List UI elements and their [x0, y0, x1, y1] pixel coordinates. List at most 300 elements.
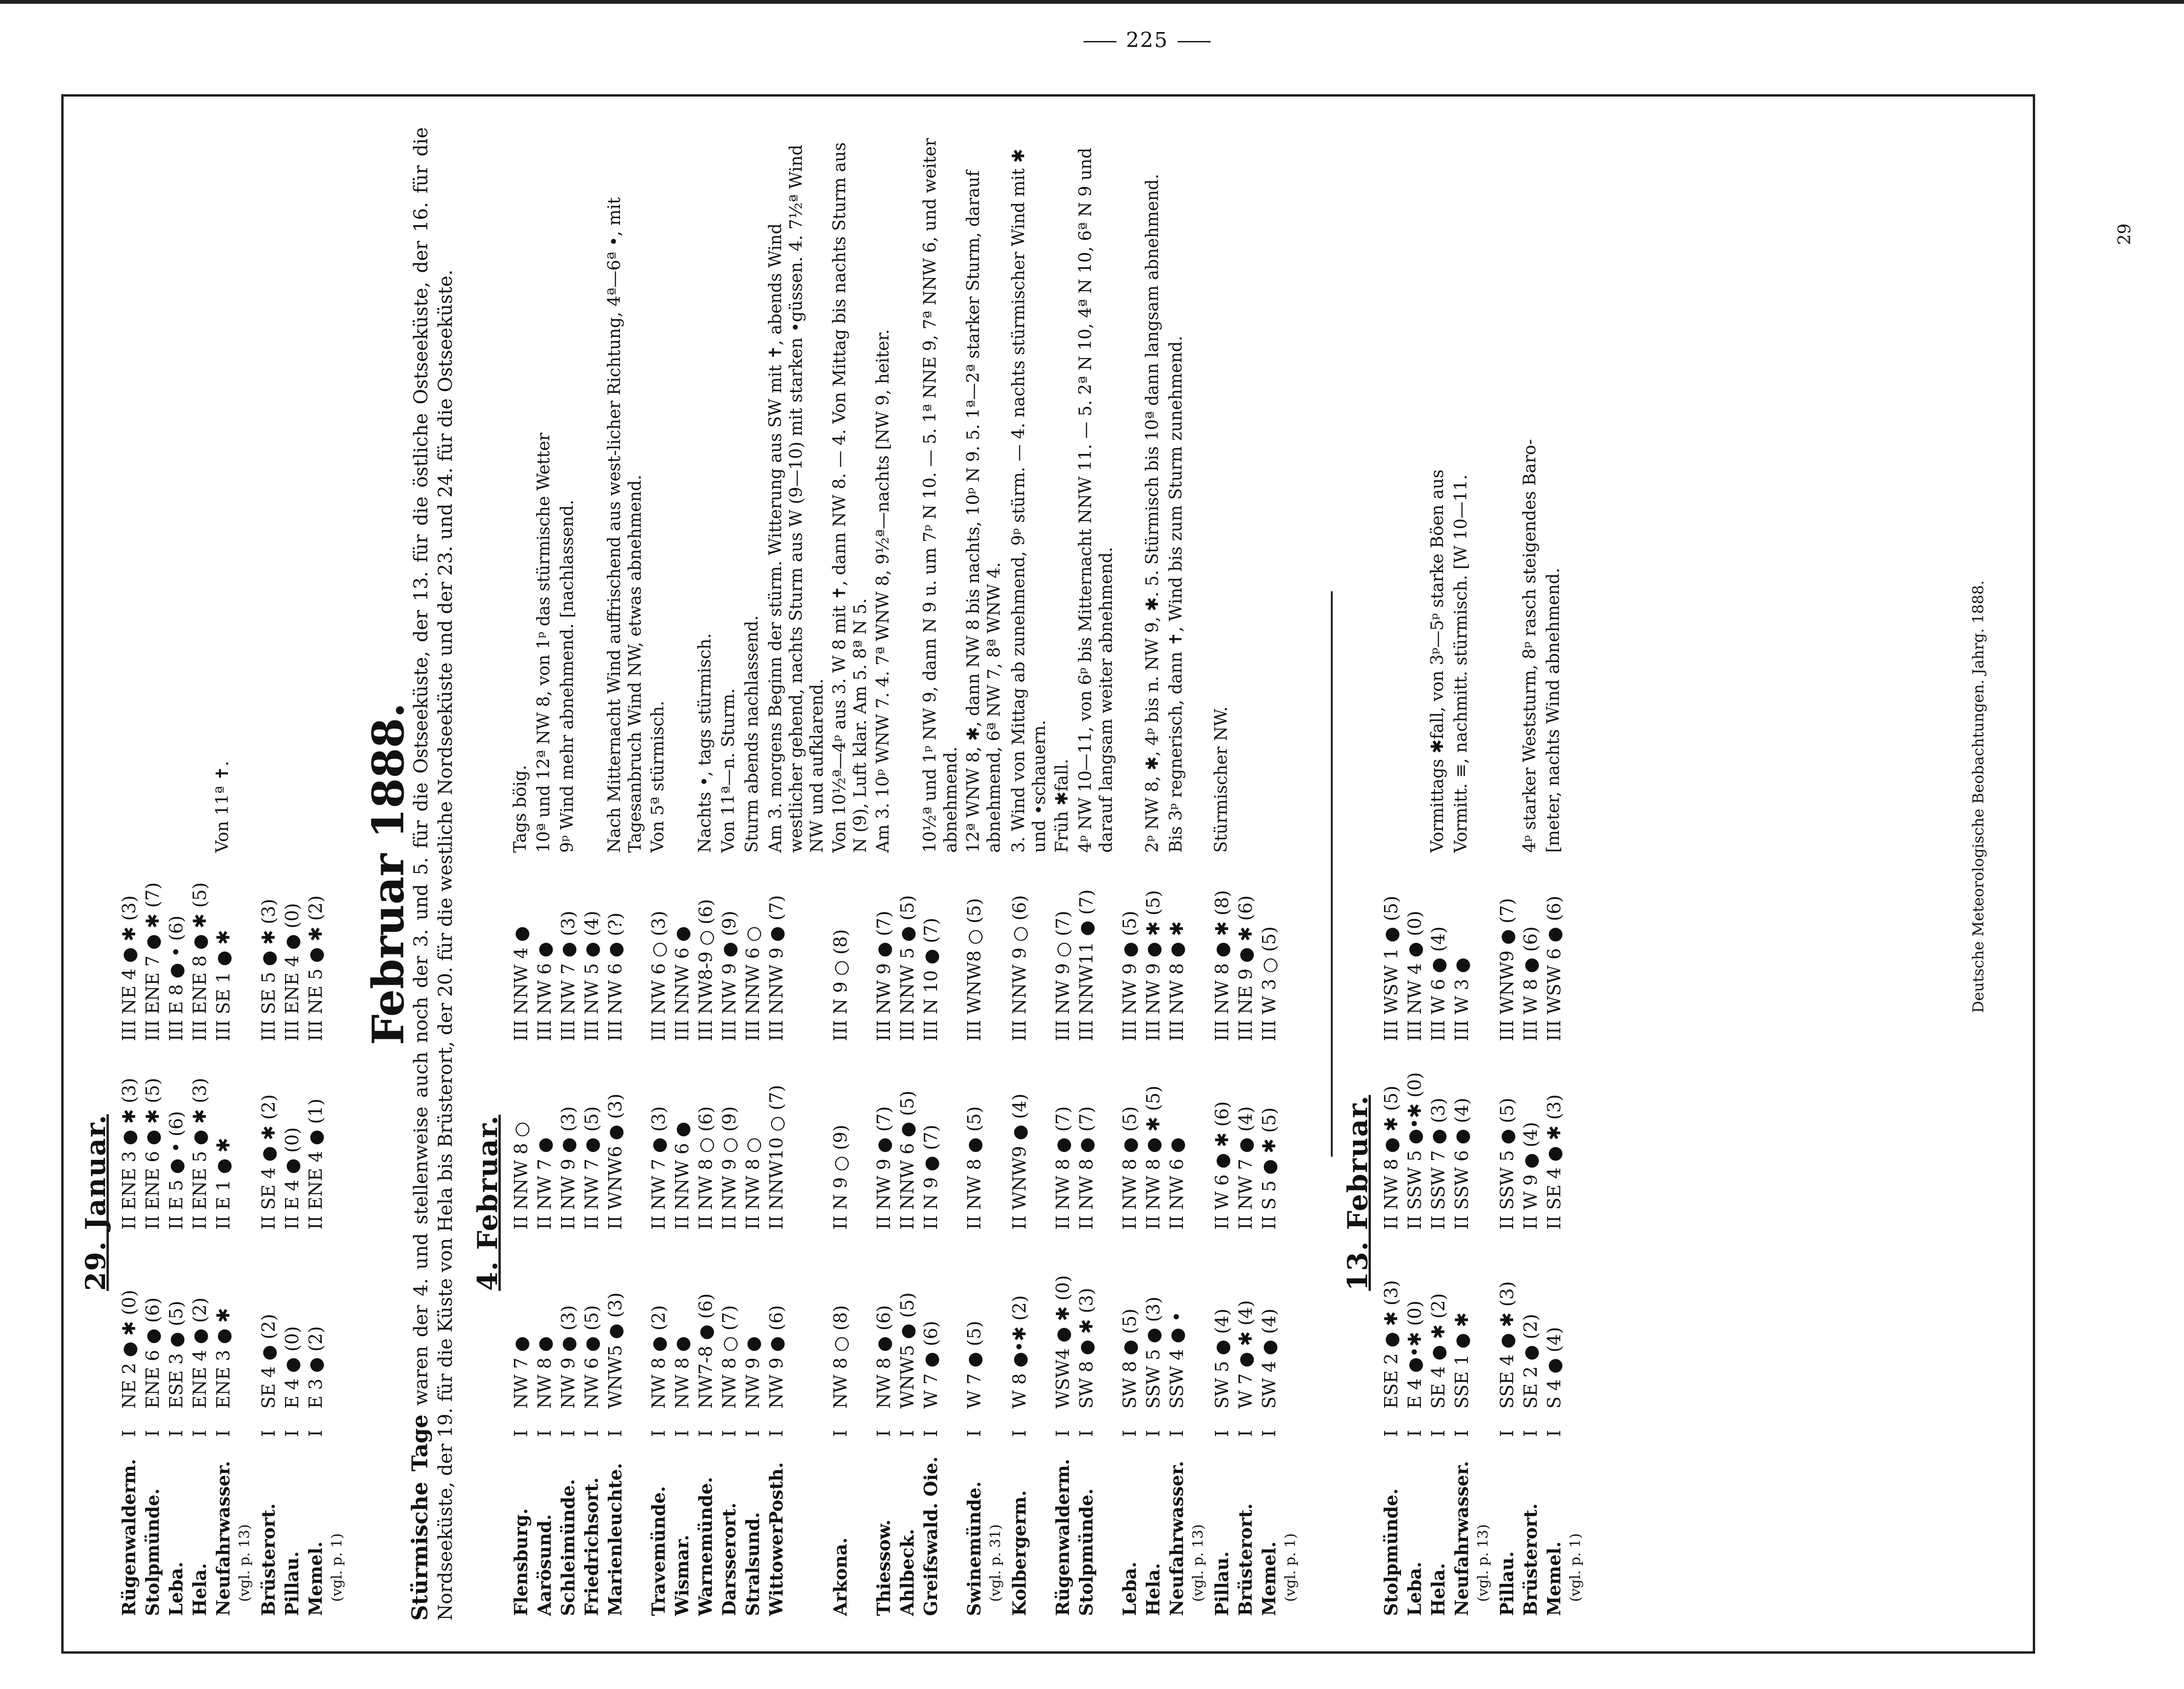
reading-iii-text: III NW 8 ● ✱ (8) — [1212, 890, 1232, 1041]
reading-i-text: NW 8 ● (2) — [648, 1305, 669, 1409]
remark-cell — [829, 127, 872, 857]
reading-i — [141, 1234, 164, 1413]
reading-i-marker — [1257, 1413, 1303, 1442]
reading-iii — [1141, 857, 1165, 1046]
reading-ii-text: II NW 7 ● (5) — [581, 1106, 602, 1230]
reading-i-marker — [765, 1413, 829, 1442]
table-row — [141, 127, 164, 1621]
reading-i-marker-text: I — [558, 1429, 579, 1437]
reading-i-marker-text: I — [830, 1429, 851, 1437]
reading-i — [212, 1234, 257, 1413]
reading-ii-text: II NW 7 ● (4) — [1235, 1106, 1256, 1230]
reading-iii-text: III NW 8 ● ✱ — [1166, 921, 1187, 1041]
reading-i-text: E 4 ●•✱ (0) — [1404, 1300, 1425, 1409]
station-cell — [164, 1442, 188, 1621]
reading-ii-text: II NNW10 ○ (7) — [766, 1085, 787, 1230]
station-cell-text: Hela. — [1427, 1563, 1449, 1616]
reading-i-text: WNW5 ● (5) — [897, 1292, 918, 1409]
reading-i-text: SW 8 ● (5) — [1119, 1308, 1140, 1409]
reading-i-marker-text: I — [648, 1429, 669, 1437]
reading-ii-text: II NW 9 ○ (9) — [719, 1106, 740, 1230]
reading-i-marker-text: I — [1497, 1429, 1517, 1437]
reading-i-marker — [580, 1413, 603, 1442]
reading-i-marker-text: I — [213, 1429, 234, 1437]
reading-i-marker — [280, 1413, 304, 1442]
reading-ii — [694, 1046, 717, 1234]
reading-ii-text: II SSW 7 ● (3) — [1428, 1098, 1449, 1230]
remark-cell — [1165, 127, 1210, 857]
reading-ii — [717, 1046, 741, 1234]
reading-i-text: WNW5 ● (3) — [605, 1292, 626, 1409]
reading-ii-text: II E 5 ● • (6) — [166, 1111, 187, 1230]
station-cell-text: Brüsterort. — [1520, 1503, 1541, 1616]
reading-iii — [1450, 857, 1495, 1046]
station-reference: (vgl. p. 13) — [1475, 1524, 1491, 1602]
reading-ii — [1379, 1046, 1403, 1234]
reading-i-marker-text: I — [1451, 1429, 1472, 1437]
station-cell-text: Hela. — [1142, 1563, 1164, 1616]
station-cell-text: Rügenwalderm. — [118, 1459, 139, 1616]
station-cell-text: WittowerPosth. — [766, 1462, 787, 1616]
station-reference: (vgl. p. 1) — [329, 1533, 345, 1602]
station-cell-text: Warnemünde. — [695, 1477, 716, 1616]
station-cell — [580, 1442, 603, 1621]
reading-i-marker — [1210, 1413, 1234, 1442]
reading-iii — [280, 857, 304, 1046]
reading-ii — [670, 1046, 694, 1234]
reading-iii-text: III ENE 4 ● (0) — [282, 903, 302, 1041]
reading-i-marker — [829, 1413, 872, 1442]
reading-ii — [1426, 1046, 1450, 1234]
reading-i — [647, 1234, 670, 1413]
reading-i-text: W 8 ●•✱ (2) — [1009, 1295, 1030, 1409]
reading-i-marker-text: I — [1212, 1429, 1232, 1437]
station-cell — [556, 1442, 580, 1621]
reading-i-marker-text: I — [1119, 1429, 1140, 1437]
reading-ii — [962, 1046, 1008, 1234]
reading-i-marker-text: I — [1520, 1429, 1541, 1437]
remark-cell — [580, 127, 603, 857]
reading-i — [117, 1234, 141, 1413]
reading-iii-text: III N 9 ○ (8) — [830, 929, 851, 1041]
remark-cell-text: 10½ª und 1ᵖ NW 9, dann N 9 u. um 7ᵖ N 10. — 5. 1ª NNE 9, 7ª NNW 6, und weiter abnehmend. — [921, 138, 961, 853]
reading-ii-text: II SSW 5 ● (5) — [1497, 1098, 1517, 1230]
reading-i-marker — [1495, 1413, 1519, 1442]
remark-cell — [1495, 127, 1519, 857]
reading-ii — [829, 1046, 872, 1234]
reading-iii — [1234, 857, 1257, 1046]
reading-iii — [872, 857, 896, 1046]
reading-ii-text: II NW 8 ● (5) — [964, 1106, 985, 1230]
reading-i — [765, 1234, 829, 1413]
reading-i-marker — [257, 1413, 280, 1442]
reading-i-marker — [1118, 1413, 1141, 1442]
reading-ii — [556, 1046, 580, 1234]
station-cell — [257, 1442, 280, 1621]
station-cell — [741, 1442, 765, 1621]
reading-i — [257, 1234, 280, 1413]
reading-i-text: SSE 1 ● ✱ — [1451, 1312, 1472, 1409]
station-reference: (vgl. p. 1) — [1282, 1533, 1299, 1602]
remark-cell — [603, 127, 647, 857]
station-cell — [1141, 1442, 1165, 1621]
reading-ii-text: II SSW 5 ●•✱ (0) — [1404, 1072, 1425, 1230]
remark-cell — [896, 127, 919, 857]
station-cell-text: Memel. — [305, 1541, 326, 1616]
station-cell-text: Memel. — [1543, 1541, 1565, 1616]
reading-i-text: NW7-8 ● (6) — [695, 1293, 716, 1409]
station-cell-text: Marienleuchte. — [604, 1463, 626, 1616]
top-border-line — [0, 0, 2184, 4]
station-cell-text: Wismar. — [671, 1534, 693, 1616]
remark-cell-text: Früh ✱fall. — [1052, 759, 1072, 853]
reading-iii — [1210, 857, 1234, 1046]
remark-cell-text: Nach Mitternacht Wind auffrischend aus west-licher Richtung, 4ª—6ª •, mit Tagesanbruch Wind NW, etwas abnehmend. — [605, 197, 645, 853]
station-cell — [1495, 1442, 1519, 1621]
reading-ii-text: II W 6 ● ✱ (6) — [1212, 1101, 1232, 1230]
station-cell-text: Stolpmünde. — [1076, 1488, 1097, 1616]
remark-cell-text: Am 3. 10ᵖ WNW 7. 4. 7ª WNW 8, 9½ª—nachts [NW 9, heiter. — [873, 329, 893, 853]
reading-i-marker — [919, 1413, 962, 1442]
reading-i-text: SSW 5 ● (3) — [1143, 1297, 1164, 1409]
reading-ii — [1165, 1046, 1210, 1234]
reading-i — [1495, 1234, 1519, 1413]
table-row — [117, 127, 141, 1621]
station-cell-text: Pillau. — [1496, 1551, 1517, 1616]
reading-iii-text: III NNW 5 ● (5) — [897, 895, 918, 1041]
reading-iii — [141, 857, 164, 1046]
station-cell-text: Hela. — [189, 1563, 210, 1616]
reading-ii — [1051, 1046, 1075, 1234]
reading-ii-text: II ENE 3 ● ✱ (3) — [119, 1077, 139, 1230]
reading-i-marker-text: I — [1143, 1429, 1164, 1437]
reading-ii — [1519, 1046, 1542, 1234]
station-cell — [1426, 1442, 1450, 1621]
reading-iii-text: III NNW 9 ● (7) — [766, 895, 787, 1041]
table-row — [1379, 127, 1403, 1621]
reading-iii — [533, 857, 556, 1046]
reading-iii-text: III NNW 6 ○ — [742, 926, 763, 1041]
reading-iii-text: III NNW 4 ● — [511, 926, 531, 1041]
reading-iii — [188, 857, 212, 1046]
reading-ii-text: II NW 9 ● (7) — [873, 1106, 894, 1230]
reading-ii — [647, 1046, 670, 1234]
reading-i-text: NW 9 ● (3) — [558, 1305, 579, 1409]
station-cell-text: Swinemünde. — [963, 1481, 985, 1616]
station-reference: (vgl. p. 13) — [1190, 1524, 1206, 1602]
remark-cell — [1008, 127, 1051, 857]
reading-iii-text: III NW 7 ● (3) — [558, 911, 579, 1041]
reading-i-text: NW 9 ● — [742, 1336, 763, 1409]
station-cell — [765, 1442, 829, 1621]
reading-iii — [741, 857, 765, 1046]
reading-i — [1008, 1234, 1051, 1413]
reading-iii-text: III WSW 6 ● (6) — [1544, 896, 1565, 1041]
reading-i — [280, 1234, 304, 1413]
reading-i-marker — [1403, 1413, 1426, 1442]
reading-iii-text: III NW 6 ○ (3) — [648, 911, 669, 1041]
station-cell-text: Kolbergerm. — [1009, 1490, 1030, 1616]
reading-ii-text: II ENE 6 ● ✱ (5) — [142, 1077, 163, 1230]
reading-ii — [919, 1046, 962, 1234]
reading-ii — [164, 1046, 188, 1234]
table-29-januar — [117, 127, 349, 1621]
reading-iii-text: III NNW11 ● (7) — [1076, 889, 1097, 1041]
table-row — [896, 127, 919, 1621]
reading-i-marker-text: I — [672, 1429, 693, 1437]
reading-i-text: ENE 4 ● (2) — [189, 1297, 210, 1409]
remark-cell-text: Stürmischer NW. — [1212, 706, 1231, 853]
remark-cell-text: Nachts •, tags stürmisch. — [695, 633, 715, 853]
reading-iii-text: III SE 1 ● ✱ — [213, 930, 234, 1041]
station-cell — [647, 1442, 670, 1621]
station-cell — [1210, 1442, 1234, 1621]
station-cell-text: Stolpmünde. — [142, 1488, 163, 1616]
reading-i — [1165, 1234, 1210, 1413]
table-row — [829, 127, 872, 1621]
reading-i-marker — [1165, 1413, 1210, 1442]
reading-i-marker — [896, 1413, 919, 1442]
reading-i-text: SW 4 ● (4) — [1259, 1308, 1279, 1409]
reading-ii — [896, 1046, 919, 1234]
reading-i-marker-text: I — [581, 1429, 602, 1437]
table-4-februar — [509, 127, 1303, 1621]
station-cell-text: Leba. — [1119, 1561, 1140, 1616]
table-row — [1118, 127, 1141, 1621]
reading-ii-text: II E 1 ● ✱ — [213, 1137, 234, 1230]
reading-ii — [872, 1046, 896, 1234]
reading-i-marker — [1450, 1413, 1495, 1442]
station-cell — [670, 1442, 694, 1621]
station-cell-text: Stralsund. — [742, 1512, 763, 1616]
reading-ii — [509, 1046, 533, 1234]
reading-iii-text: III NW 5 ● (4) — [581, 911, 602, 1041]
reading-ii-text: II S 5 ● ✱ (5) — [1259, 1107, 1279, 1230]
reading-i — [829, 1234, 872, 1413]
reading-i-marker-text: I — [166, 1429, 187, 1437]
table-row — [1450, 127, 1495, 1621]
reading-i-marker-text: I — [511, 1429, 531, 1437]
reading-i-marker-text: I — [1259, 1429, 1279, 1437]
remark-cell — [280, 127, 304, 857]
table-row — [1403, 127, 1426, 1621]
reading-i-text: ENE 3 ● ✱ — [213, 1307, 234, 1409]
remark-cell — [694, 127, 717, 857]
remark-cell — [509, 127, 533, 857]
section-divider — [1331, 591, 1333, 1157]
reading-ii-text: II WNW6 ● (3) — [605, 1093, 626, 1230]
station-cell — [829, 1442, 872, 1621]
rotated-page-content — [66, 99, 2026, 1649]
reading-iii-text: III NW8-9 ○ (6) — [695, 899, 716, 1041]
remark-cell-text: 4ᵖ NW 10—11, von 6ᵖ bis Mitternacht NNW 11. — 5. 2ª N 10, 4ª N 10, 6ª N 9 und darauf langsam weiter abnehmend. — [1076, 147, 1116, 853]
reading-i — [533, 1234, 556, 1413]
remark-cell-text: 10ª und 12ª NW 8, von 1ᵖ das stürmische Wetter — [534, 432, 554, 853]
reading-ii-text: II WNW9 ● (4) — [1009, 1093, 1030, 1230]
remark-cell-text: Von 11ª ✝. — [213, 761, 232, 853]
reading-ii-text: II SE 4 ● ✱ (2) — [258, 1094, 279, 1230]
reading-iii — [694, 857, 717, 1046]
reading-i — [556, 1234, 580, 1413]
remark-cell — [670, 127, 694, 857]
reading-i-marker — [212, 1413, 257, 1442]
remark-cell — [533, 127, 556, 857]
remark-cell — [1257, 127, 1303, 857]
reading-i-marker — [694, 1413, 717, 1442]
reading-i-text: NW 8 ● (6) — [873, 1305, 894, 1409]
remark-cell — [1379, 127, 1403, 857]
table-row — [717, 127, 741, 1621]
reading-ii-text: II NNW 6 ● — [672, 1121, 693, 1230]
section-heading-4-februar: 4. Februar. — [472, 1115, 504, 1291]
reading-i — [1257, 1234, 1303, 1413]
reading-ii-text: II ENE 4 ● (1) — [305, 1098, 326, 1230]
reading-i — [1542, 1234, 1588, 1413]
station-cell — [533, 1442, 556, 1621]
reading-ii — [1075, 1046, 1118, 1234]
remark-cell-text: Vormittags ✱fall, von 3ᵖ—5ᵖ starke Böen aus — [1428, 469, 1447, 853]
table-row — [1210, 127, 1234, 1621]
reading-i-marker — [1051, 1413, 1075, 1442]
reading-i-marker — [188, 1413, 212, 1442]
reading-i-marker — [603, 1413, 647, 1442]
table-row — [1075, 127, 1118, 1621]
reading-iii-text: III W 3 ● — [1451, 957, 1472, 1041]
remark-cell — [1234, 127, 1257, 857]
reading-iii — [509, 857, 533, 1046]
reading-iii — [1008, 857, 1051, 1046]
station-cell-text: Travemünde. — [648, 1486, 669, 1616]
reading-ii — [1210, 1046, 1234, 1234]
reading-ii-text: II NW 6 ● — [1166, 1137, 1187, 1230]
reading-i-marker-text: I — [1009, 1429, 1030, 1437]
station-cell-text: Flensburg. — [510, 1508, 531, 1616]
reading-iii — [164, 857, 188, 1046]
reading-ii-text: II NW 8 ● (7) — [1076, 1106, 1097, 1230]
reading-iii-text: III NE 9 ● ✱ (6) — [1235, 895, 1256, 1041]
station-cell-text: Stolpmünde. — [1380, 1488, 1402, 1616]
reading-i-marker-text: I — [1166, 1429, 1187, 1437]
station-cell — [1234, 1442, 1257, 1621]
reading-i-marker — [1379, 1413, 1403, 1442]
station-cell — [717, 1442, 741, 1621]
reading-ii — [1118, 1046, 1141, 1234]
reading-iii-text: III SE 5 ● ✱ (3) — [258, 898, 279, 1041]
reading-ii — [603, 1046, 647, 1234]
reading-i — [509, 1234, 533, 1413]
table-row — [765, 127, 829, 1621]
reading-iii — [257, 857, 280, 1046]
reading-iii-text: III NW 9 ○ (7) — [1052, 911, 1073, 1041]
remark-cell — [919, 127, 962, 857]
reading-iii-text: III NW 9 ● ✱ (5) — [1143, 890, 1164, 1041]
side-page-number: 29 — [2115, 223, 2135, 245]
reading-iii-text: III NW 6 ● (?) — [605, 912, 626, 1041]
station-cell — [872, 1442, 896, 1621]
reading-iii — [1426, 857, 1450, 1046]
remark-cell — [556, 127, 580, 857]
reading-i — [919, 1234, 962, 1413]
reading-i — [1118, 1234, 1141, 1413]
reading-i-text: ENE 6 ● (6) — [142, 1297, 163, 1409]
table-row — [304, 127, 349, 1621]
page-title: Februar 1888. — [363, 702, 414, 1045]
reading-iii-text: III NE 5 ● ✱ (2) — [305, 895, 326, 1041]
reading-ii-text: II NW 8 ● ✱ (5) — [1143, 1085, 1164, 1230]
station-cell — [603, 1442, 647, 1621]
station-reference: (vgl. p. 1) — [1567, 1533, 1584, 1602]
station-cell-text: Leba. — [1404, 1561, 1425, 1616]
table-row — [603, 127, 647, 1621]
reading-i-marker — [741, 1413, 765, 1442]
reading-i-marker — [1234, 1413, 1257, 1442]
reading-iii — [1257, 857, 1303, 1046]
reading-i — [670, 1234, 694, 1413]
station-cell-text: Neufahrwasser. — [1166, 1461, 1187, 1616]
reading-i — [580, 1234, 603, 1413]
reading-i-marker — [1075, 1413, 1118, 1442]
reading-i-marker — [556, 1413, 580, 1442]
reading-iii — [1495, 857, 1519, 1046]
remark-cell-text: [meter, nachts Wind abnehmend. — [1544, 568, 1563, 853]
remark-cell-text: Vormitt. ≡, nachmitt. stürmisch. [W 10—11. — [1451, 474, 1471, 853]
station-cell — [1519, 1442, 1542, 1621]
table-row — [164, 127, 188, 1621]
reading-ii-text: II NW 9 ● (3) — [558, 1106, 579, 1230]
remark-cell-text: Von 11ª—n. Sturm. — [719, 688, 738, 853]
station-cell — [1379, 1442, 1403, 1621]
reading-ii — [1542, 1046, 1588, 1234]
remark-cell — [1426, 127, 1450, 857]
reading-ii — [1141, 1046, 1165, 1234]
reading-i-marker-text: I — [305, 1429, 326, 1437]
reading-i — [1519, 1234, 1542, 1413]
reading-i-marker — [1426, 1413, 1450, 1442]
reading-i — [304, 1234, 349, 1413]
reading-i-marker-text: I — [964, 1429, 985, 1437]
table-row — [280, 127, 304, 1621]
reading-iii — [717, 857, 741, 1046]
remark-cell — [188, 127, 212, 857]
reading-iii-text: III ENE 7 ● ✱ (7) — [142, 882, 163, 1041]
reading-ii-text: II NW 8 ○ (6) — [695, 1106, 716, 1230]
reading-i-text: NW 8 ○ (7) — [719, 1305, 740, 1409]
table-row — [872, 127, 896, 1621]
station-cell — [1165, 1442, 1210, 1621]
remark-cell — [257, 127, 280, 857]
reading-iii — [1118, 857, 1141, 1046]
reading-iii — [556, 857, 580, 1046]
reading-i-marker-text: I — [1235, 1429, 1256, 1437]
reading-ii — [1257, 1046, 1303, 1234]
station-cell-text: Friedrichsort. — [581, 1477, 602, 1616]
remark-cell — [1118, 127, 1141, 857]
reading-ii-text: II W 9 ● (4) — [1520, 1122, 1541, 1230]
reading-iii-text: III NW 9 ● (9) — [719, 911, 740, 1041]
intro-text: waren der 4. und stellenweise auch noch der 3. und 5. für die Ostseeküste, der 13. für die östliche Ostseeküste, der 16. für die Nordseeküste, der 19. für die Küste von Hela bis Brüsterort, der 20. für die westliche Nordseeküste und der 23. und 24. für die Ostseeküste. — [410, 127, 456, 1621]
reading-iii — [212, 857, 257, 1046]
reading-i — [1075, 1234, 1118, 1413]
reading-i — [694, 1234, 717, 1413]
reading-ii — [280, 1046, 304, 1234]
reading-iii-text: III ENE 8 ● ✱ (5) — [189, 882, 210, 1041]
reading-ii-text: II NW 8 ● (7) — [1052, 1106, 1073, 1230]
station-cell — [141, 1442, 164, 1621]
reading-i-marker-text: I — [897, 1429, 918, 1437]
remark-cell — [1519, 127, 1542, 857]
reading-iii — [896, 857, 919, 1046]
table-row — [580, 127, 603, 1621]
